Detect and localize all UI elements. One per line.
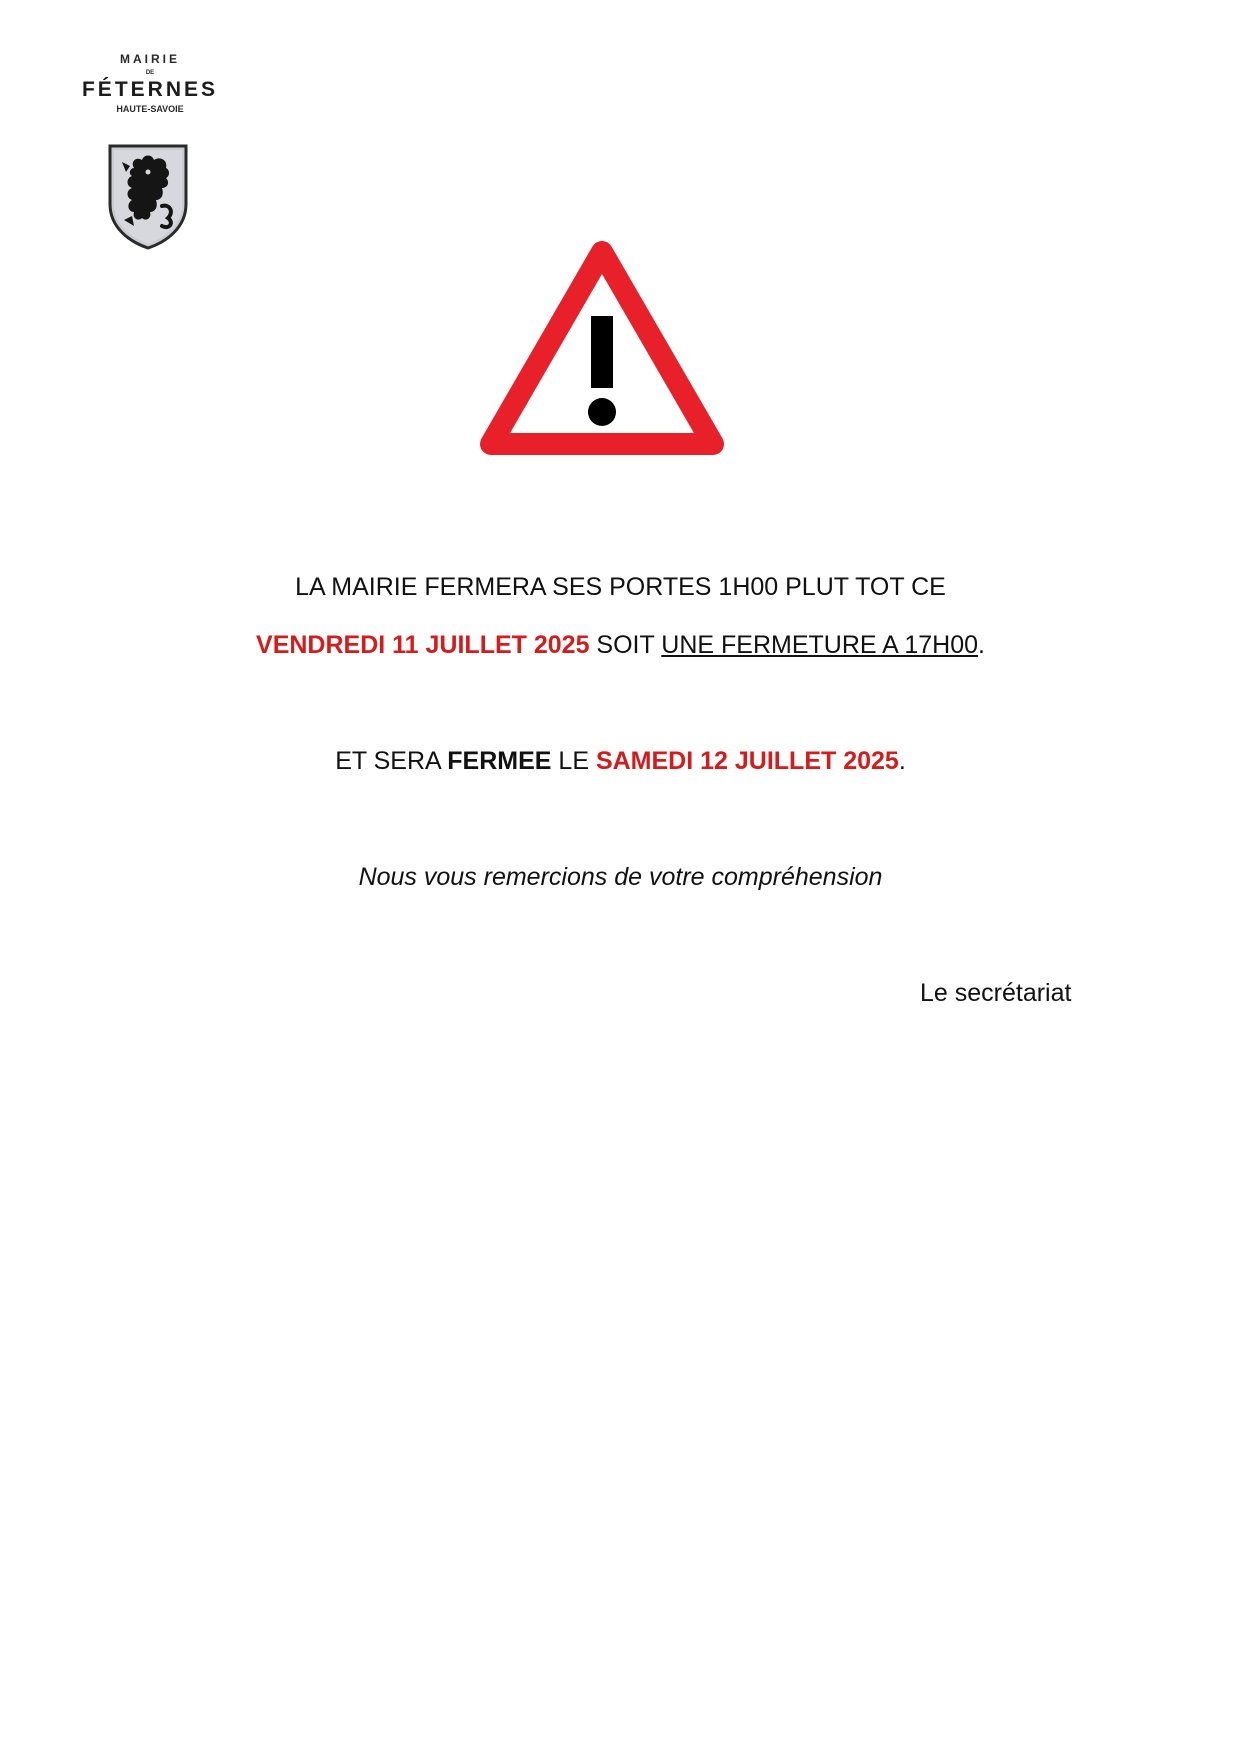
notice-line-2 <box>0 630 1241 660</box>
thanks-line <box>0 862 1241 892</box>
saturday-date: SAMEDI 12 JUILLET 2025 <box>595 747 899 775</box>
letterhead-logo <box>60 52 240 115</box>
warning-triangle-icon <box>477 238 727 463</box>
thanks-text: Nous vous remercions de votre compréhension <box>358 863 883 891</box>
notice-line-3 <box>0 746 1241 776</box>
notice-line-3-end: . <box>898 747 906 775</box>
closed-word: FERMEE <box>447 747 552 775</box>
notice-line-1 <box>0 572 1241 602</box>
notice-line-1-text: LA MAIRIE FERMERA SES PORTES 1H00 PLUT TOT CE <box>295 573 946 601</box>
signature: Le secrétariat <box>920 979 1072 1007</box>
notice-line-3-start: ET SERA <box>335 747 448 775</box>
letterhead-de: DE <box>145 70 155 76</box>
letterhead-region: HAUTE-SAVOIE <box>116 104 184 114</box>
letterhead-commune: FÉTERNES <box>81 78 218 101</box>
closing-time: UNE FERMETURE A 17H00 <box>661 631 979 659</box>
letterhead-mairie: MAIRIE <box>120 52 180 66</box>
coat-of-arms-icon <box>104 142 192 250</box>
notice-line-3-mid: LE <box>551 747 596 775</box>
notice-line-2-end: . <box>978 631 985 659</box>
friday-date: VENDREDI 11 JUILLET 2025 <box>256 631 590 659</box>
notice-line-2-mid: SOIT <box>589 631 662 659</box>
